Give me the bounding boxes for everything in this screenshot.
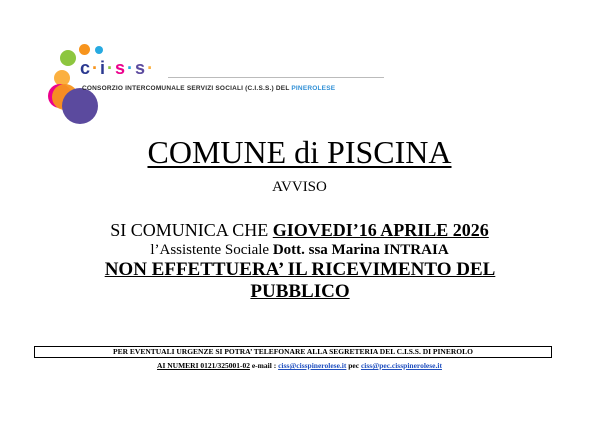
logo-green-circle — [60, 50, 76, 66]
announcement-date: GIOVEDI’16 APRILE 2026 — [272, 220, 489, 240]
logo-letter-c: c — [80, 58, 92, 78]
logo-divider — [168, 77, 384, 78]
footer-contacts — [0, 360, 599, 371]
footer-urgency-box — [34, 346, 552, 358]
main-statement: NON EFFETTUERA’ IL RICEVIMENTO DEL PUBBLICO — [104, 259, 496, 302]
footer-email-link[interactable]: ciss@cisspinerolese.it — [278, 361, 347, 370]
logo-orange-small-circle — [79, 44, 90, 55]
assistant-line — [0, 241, 599, 259]
logo-tagline-main: CONSORZIO INTERCOMUNALE SERVIZI SOCIALI (C.I.S.S.) DEL — [82, 85, 292, 92]
page-title: COMUNE di PISCINA — [147, 134, 452, 170]
logo-letter-i: i — [100, 58, 107, 78]
footer-pec-link[interactable]: ciss@pec.cisspinerolese.it — [360, 361, 442, 370]
ciss-logo — [0, 0, 599, 130]
announcement-line — [0, 219, 599, 241]
logo-wordmark: c·i·s·s· — [80, 58, 155, 78]
footer-phone-numbers: AI NUMERI 0121/325001-02 — [157, 361, 250, 370]
logo-tagline-accent: PINEROLESE — [291, 85, 336, 92]
logo-letter-s1: s — [115, 58, 127, 78]
logo-tagline — [82, 85, 335, 92]
footer-urgency-text: PER EVENTUALI URGENZE SI POTRA’ TELEFONARE ALLA SEGRETERIA DEL C.I.S.S. DI PINEROLO — [113, 347, 473, 356]
announcement-prefix: SI COMUNICA CHE — [110, 220, 273, 240]
assistant-prefix: l’Assistente Sociale — [150, 242, 273, 258]
logo-purple-circle — [62, 88, 98, 124]
footer-pec-label: pec — [346, 361, 361, 370]
notice-subtitle: AVVISO — [272, 179, 327, 195]
assistant-name: Dott. ssa Marina INTRAIA — [272, 242, 449, 258]
footer-email-label: e-mail : — [249, 361, 279, 370]
logo-letter-s2: s — [135, 58, 147, 78]
logo-blue-circle — [95, 46, 103, 54]
